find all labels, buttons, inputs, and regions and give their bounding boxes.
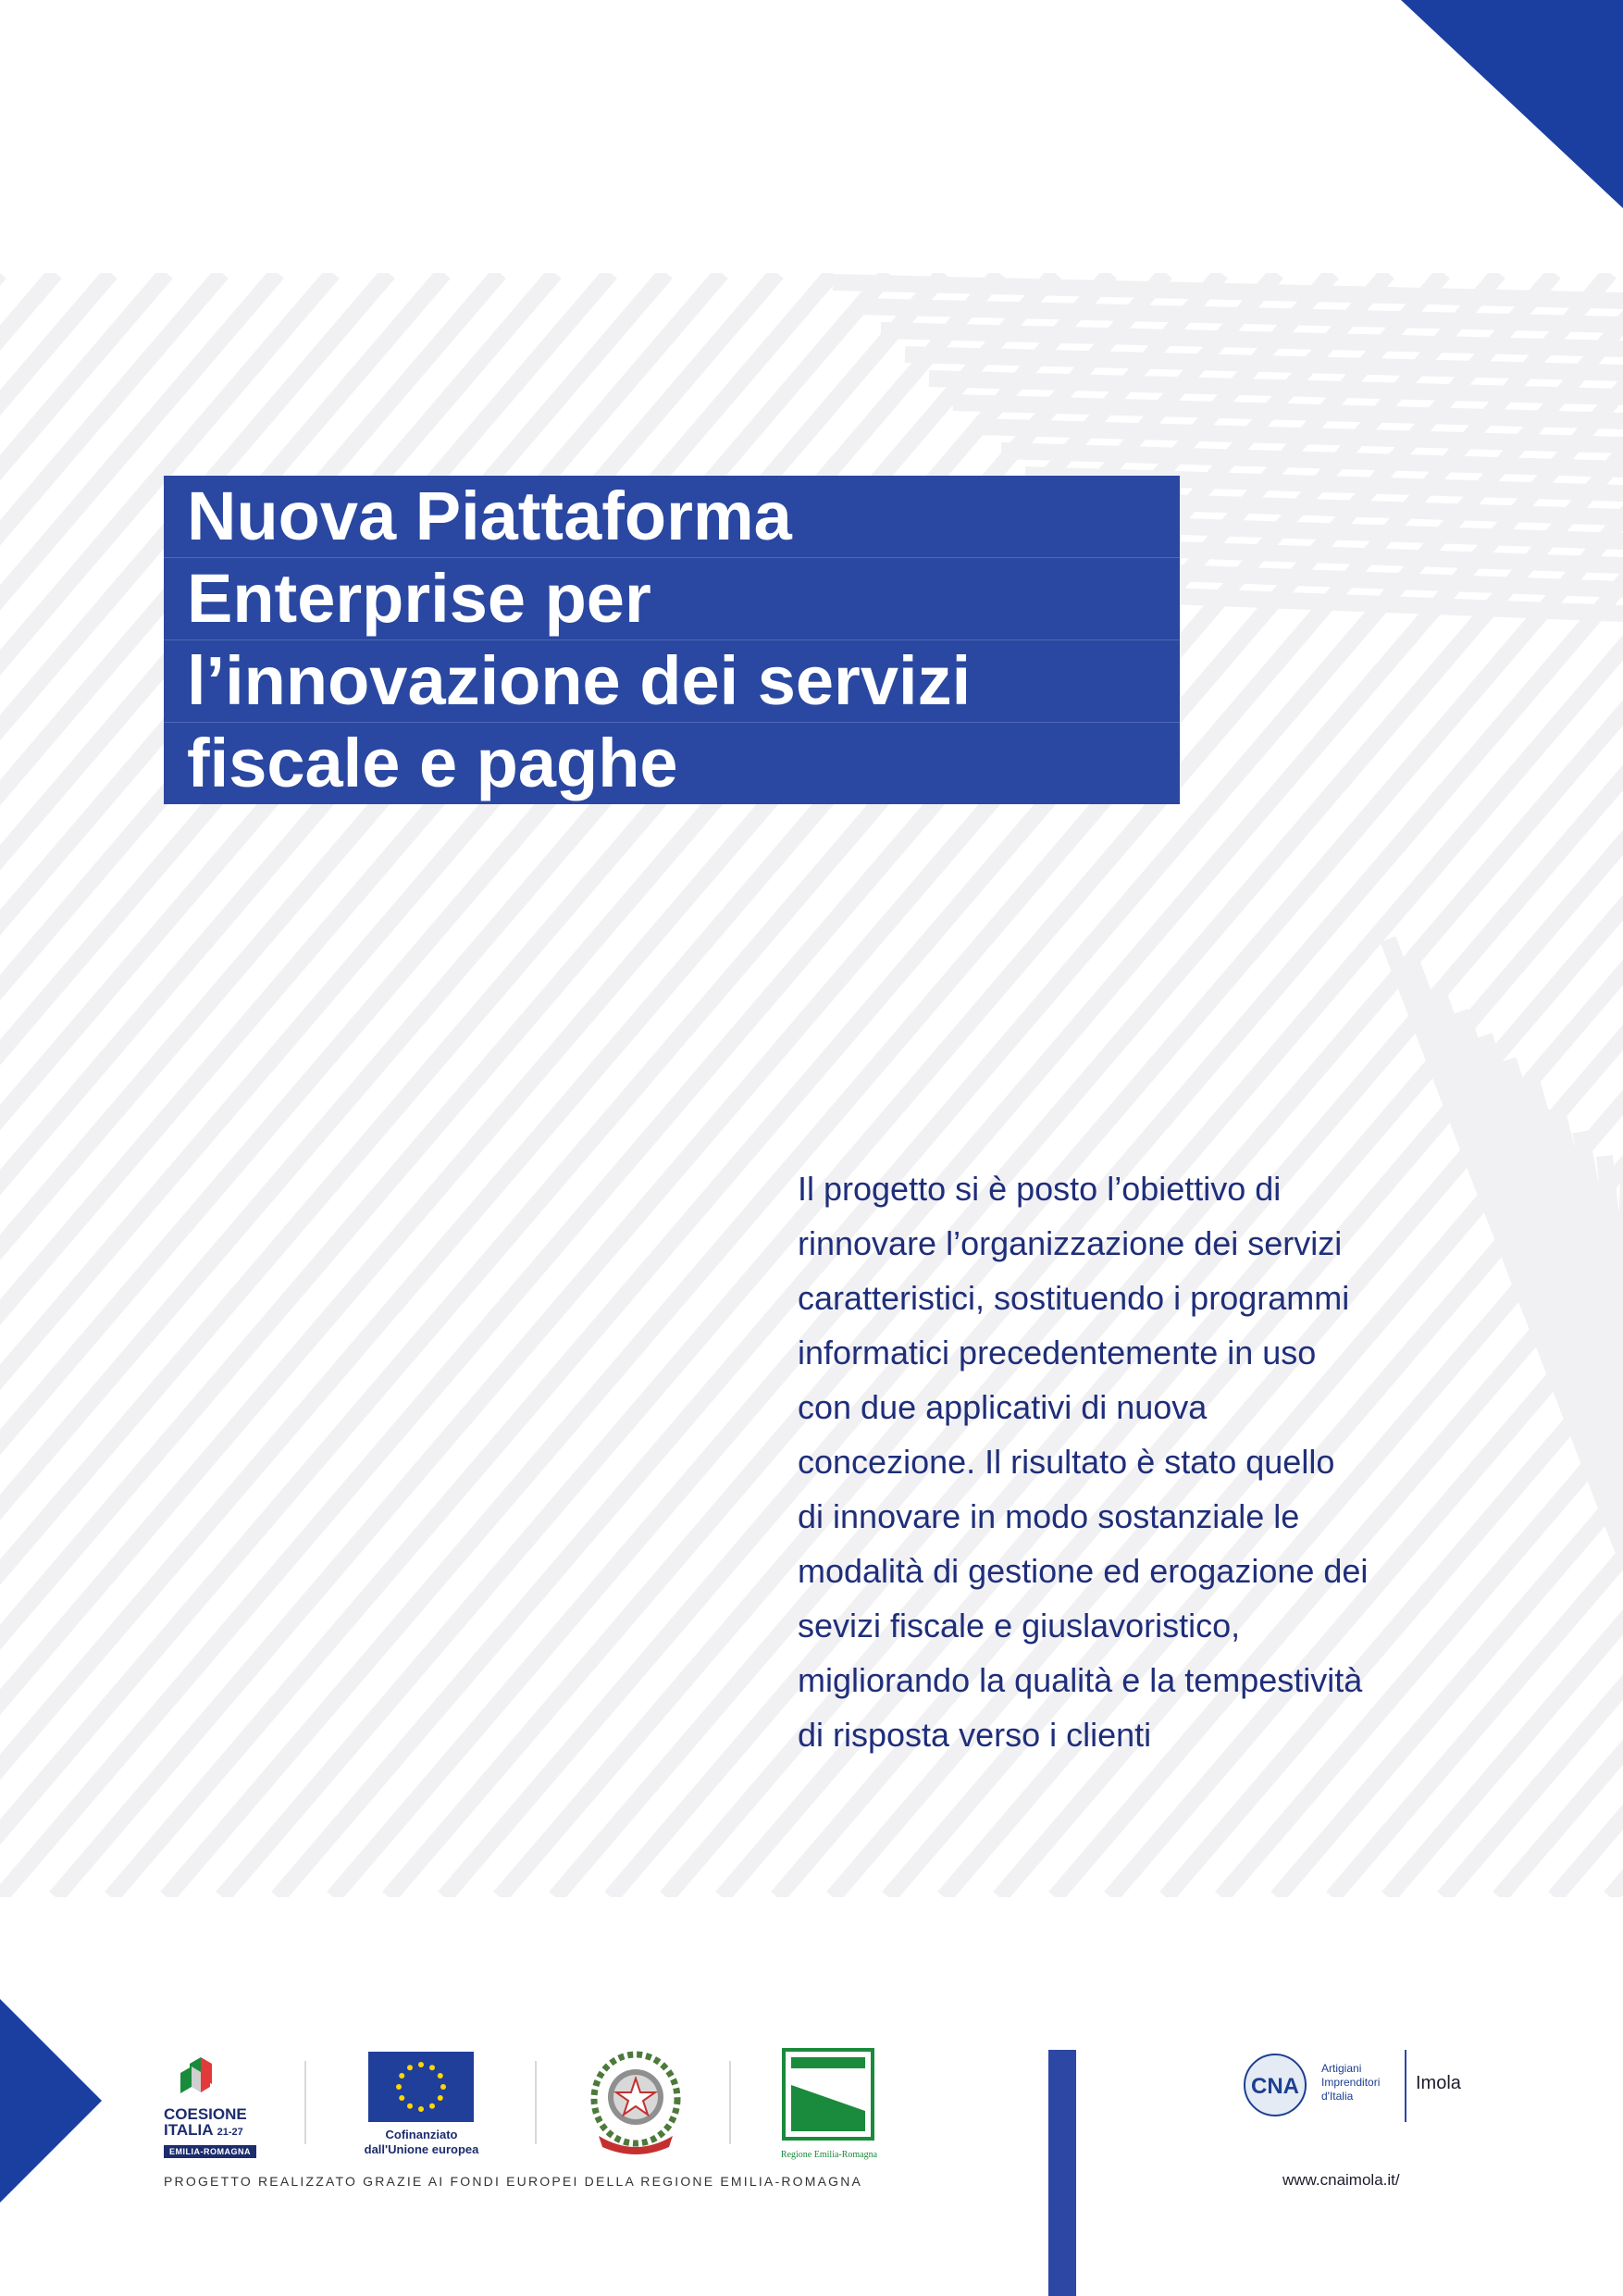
description-line-8: modalità di gestione ed erogazione dei	[798, 1552, 1369, 1590]
description-line-9: sevizi fiscale e giuslavoristico,	[798, 1607, 1241, 1644]
title-line-4: fiscale e paghe	[164, 723, 1180, 804]
logo-divider	[729, 2061, 731, 2144]
project-description	[798, 1161, 1464, 1762]
title-line-2: Enterprise per	[164, 558, 1180, 640]
coesione-italia-wordmark: COESIONE ITALIA 21-27	[164, 2105, 247, 2139]
cna-city: Imola	[1416, 2073, 1461, 2093]
description-line-4: informatici precedentemente in uso	[798, 1334, 1317, 1371]
description-line-3: caratteristici, sostituendo i programmi	[798, 1279, 1350, 1317]
title-banner	[164, 476, 1180, 804]
regione-emilia-romagna-logo	[782, 2048, 874, 2150]
logo-divider	[535, 2061, 537, 2144]
description-line-6: concezione. Il risultato è stato quello	[798, 1443, 1335, 1481]
eu-cofinanced-label: Cofinanziato dall'Unione europea	[364, 2128, 479, 2156]
eu-flag-icon	[368, 2052, 474, 2122]
cna-subtitle: Artigiani Imprenditori d'Italia	[1321, 2062, 1381, 2103]
cna-logo	[1243, 2051, 1307, 2120]
website-link[interactable]: www.cnaimola.it/	[1282, 2171, 1400, 2189]
description-line-11: di risposta verso i clienti	[798, 1716, 1152, 1754]
corner-decoration-top-right	[1401, 0, 1623, 208]
italian-republic-emblem	[588, 2047, 684, 2156]
cna-logo-text: CNA	[1251, 2074, 1299, 2099]
footer-vertical-bar	[1048, 2050, 1076, 2296]
description-line-1: Il progetto si è posto l’obiettivo di	[798, 1170, 1282, 1208]
description-line-7: di innovare in modo sostanziale le	[798, 1497, 1300, 1535]
cna-divider	[1405, 2050, 1406, 2122]
regione-emilia-romagna-label: Regione Emilia-Romagna	[780, 2150, 878, 2160]
coesione-region-badge: EMILIA-ROMAGNA	[164, 2145, 256, 2158]
description-line-10: migliorando la qualità e la tempestività	[798, 1661, 1363, 1699]
funding-caption: PROGETTO REALIZZATO GRAZIE AI FONDI EUROPEI DELLA REGIONE EMILIA-ROMAGNA	[164, 2174, 863, 2189]
title-line-1: Nuova Piattaforma	[164, 476, 1180, 558]
description-line-5: con due applicativi di nuova	[798, 1388, 1208, 1426]
description-line-2: rinnovare l’organizzazione dei servizi	[798, 1224, 1343, 1262]
title-line-3: l’innovazione dei servizi	[164, 640, 1180, 723]
logo-divider	[304, 2061, 306, 2144]
